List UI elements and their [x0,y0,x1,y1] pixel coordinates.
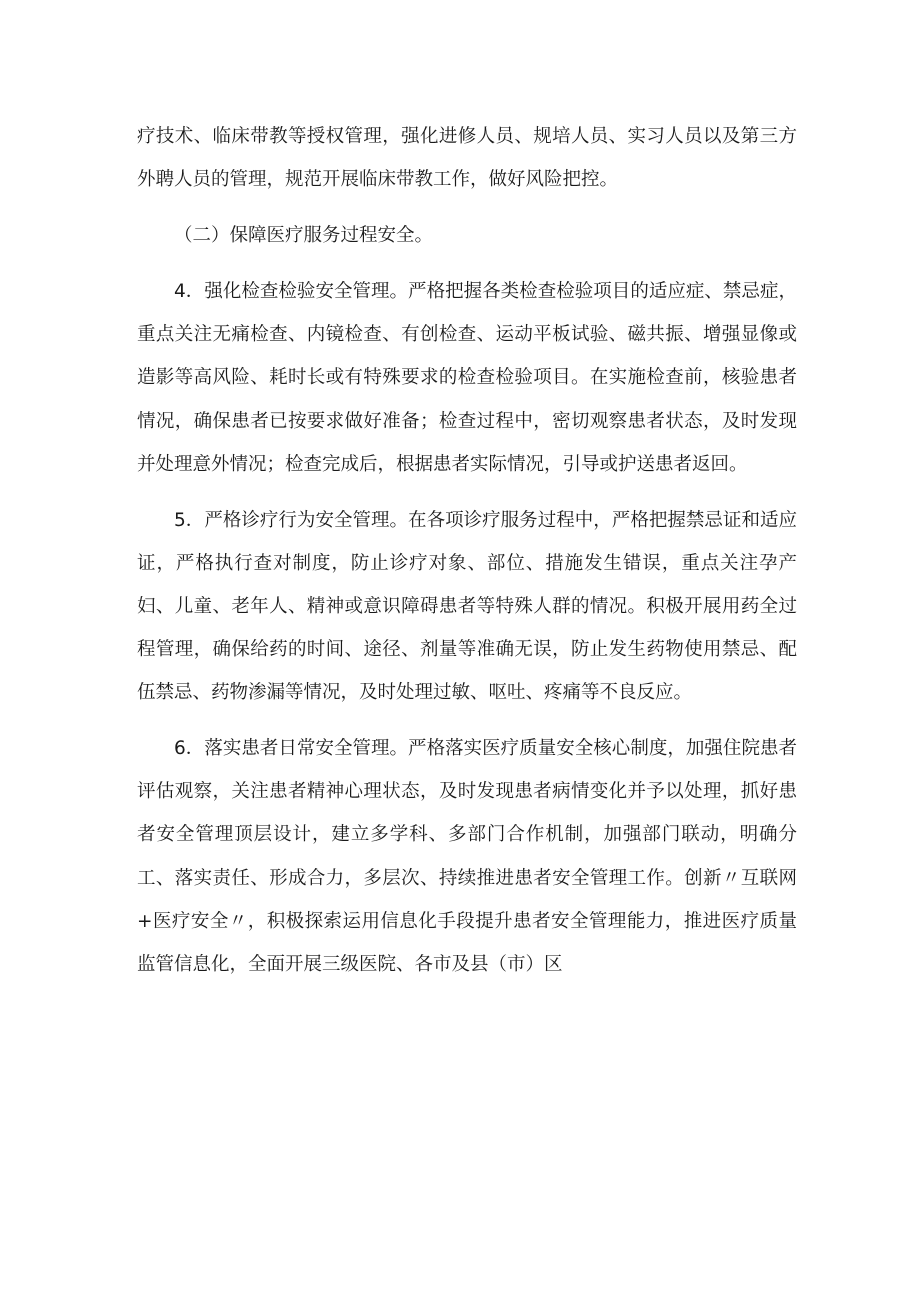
paragraph-item-6: 6．落实患者日常安全管理。严格落实医疗质量安全核心制度，加强住院患者评估观察，关注患者精神心理状态，及时发现患者病情变化并予以处理，抓好患者安全管理顶层设计，建立多学科、多部门合作机制，加强部门联动，明确分工、落实责任、形成合力，多层次、持续推进患者安全管理工作。创新〃互联网+医疗安全〃，积极探索运用信息化手段提升患者安全管理能力，推进医疗质量监管信息化，全面开展三级医院、各市及县（市）区 [137,738,797,975]
paragraph-item-5: 5．严格诊疗行为安全管理。在各项诊疗服务过程中，严格把握禁忌证和适应证，严格执行查对制度，防止诊疗对象、部位、措施发生错误，重点关注孕产妇、儿童、老年人、精神或意识障碍患者等特殊人群的情况。积极开展用药全过程管理，确保给药的时间、途径、剂量等准确无误，防止发生药物使用禁忌、配伍禁忌、药物渗漏等情况，及时处理过敏、呕吐、疼痛等不良反应。 [137,509,797,704]
document-body [137,115,797,986]
paragraph-continuation: 疗技术、临床带教等授权管理，强化进修人员、规培人员、实习人员以及第三方外聘人员的管理，规范开展临床带教工作，做好风险把控。 [137,126,797,191]
paragraph-item-4: 4．强化检查检验安全管理。严格把握各类检查检验项目的适应症、禁忌症，重点关注无痛检查、内镜检查、有创检查、运动平板试验、磁共振、增强显像或造影等高风险、耗时长或有特殊要求的检查检验项目。在实施检查前，核验患者情况，确保患者已按要求做好准备；检查过程中，密切观察患者状态，及时发现并处理意外情况；检查完成后，根据患者实际情况，引导或护送患者返回。 [137,281,797,475]
section-heading: （二）保障医疗服务过程安全。 [174,225,434,247]
